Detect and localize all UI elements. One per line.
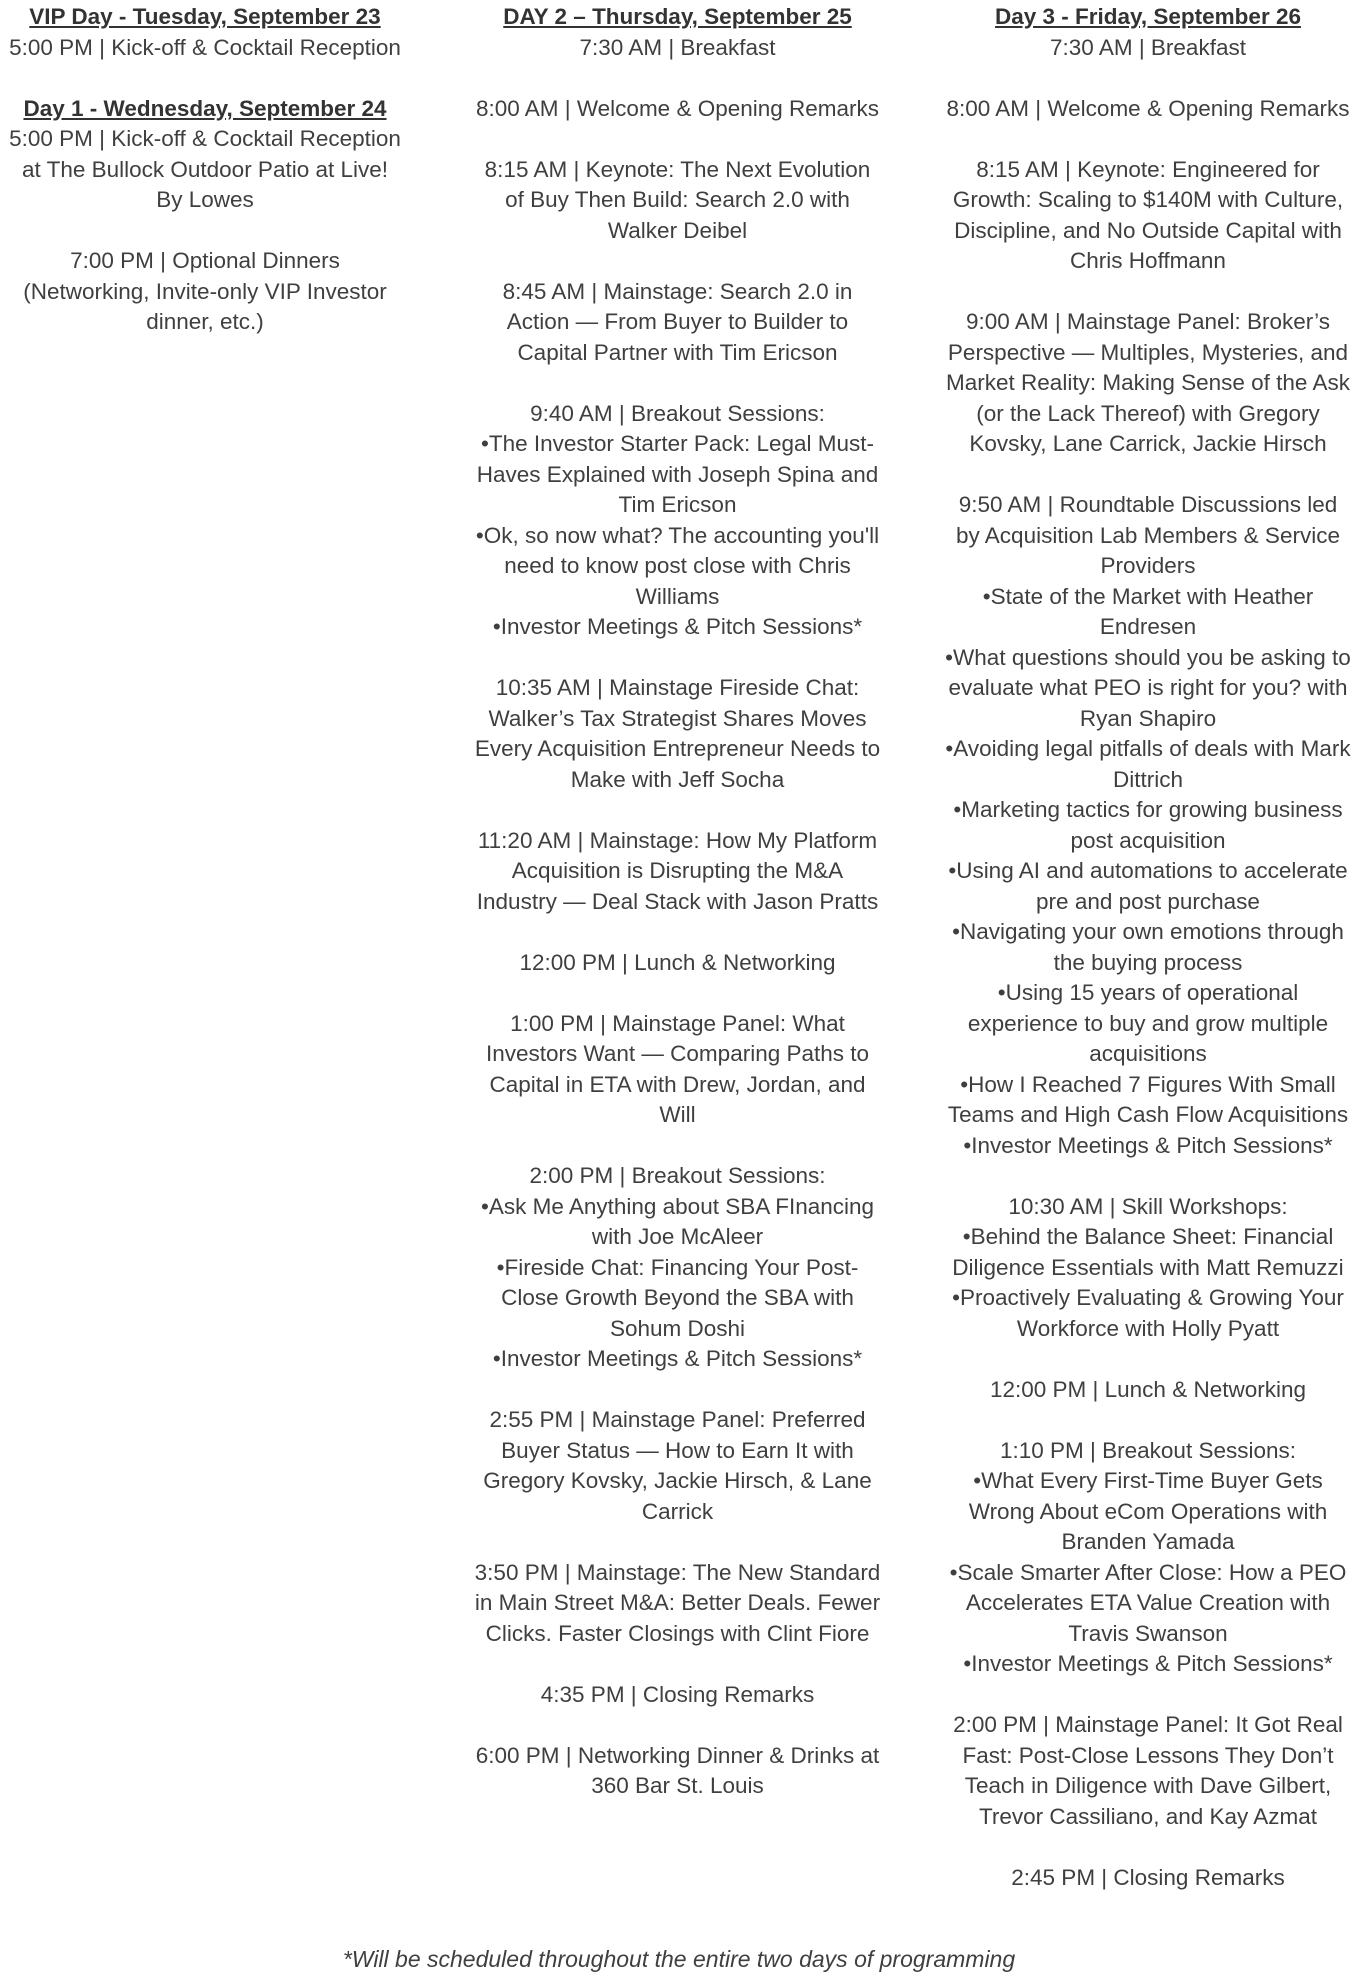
event-title: 3:50 PM | Mainstage: The New Standard in Main Street M&A: Better Deals. Fewer Clicks. Faster Closings with Clint Fiore <box>474 1559 881 1646</box>
session-item: •Investor Meetings & Pitch Sessions* <box>963 1132 1333 1158</box>
day-section <box>940 2 1356 1893</box>
day-title: Day 1 - Wednesday, September 24 <box>23 95 387 121</box>
event-title: 10:30 AM | Skill Workshops: <box>1008 1193 1288 1219</box>
session-item: •Navigating your own emotions through the buying process <box>952 919 1344 975</box>
agenda-event <box>940 1192 1356 1345</box>
day-title: VIP Day - Tuesday, September 23 <box>29 4 381 29</box>
session-item: •Ask Me Anything about SBA FInancing with Joe McAleer <box>480 1193 875 1249</box>
agenda-event <box>2 246 408 338</box>
agenda-column-1 <box>2 2 408 368</box>
session-item: •State of the Market with Heather Endresen <box>982 583 1314 639</box>
agenda-event <box>940 1710 1356 1832</box>
event-title: 7:00 PM | Optional Dinners (Networking, Invite-only VIP Investor dinner, etc.) <box>23 248 387 334</box>
event-title: 2:55 PM | Mainstage Panel: Preferred Buyer Status — How to Earn It with Gregory Kovsky, Jackie Hirsch, & Lane Carrick <box>483 1407 872 1524</box>
event-title: 7:30 AM | Breakfast <box>579 34 776 60</box>
agenda-event <box>940 490 1356 1161</box>
event-title: 9:40 AM | Breakout Sessions: <box>530 400 825 426</box>
session-item: •How I Reached 7 Figures With Small Teams and High Cash Flow Acquisitions <box>947 1071 1349 1127</box>
event-title: 5:00 PM | Kick-off & Cocktail Reception <box>9 34 401 60</box>
agenda-event <box>470 1680 885 1711</box>
event-title: 10:35 AM | Mainstage Fireside Chat: Walker’s Tax Strategist Shares Moves Every Acquisition Entrepreneur Needs to Make with Jeff Socha <box>474 675 881 792</box>
session-item: •The Investor Starter Pack: Legal Must-Haves Explained with Joseph Spina and Tim Ericson <box>476 431 879 517</box>
session-item: •Proactively Evaluating & Growing Your Workforce with Holly Pyatt <box>952 1285 1344 1341</box>
agenda-event <box>470 948 885 979</box>
agenda-event <box>470 1009 885 1131</box>
agenda-event <box>470 1741 885 1802</box>
agenda-event <box>940 307 1356 460</box>
session-item: •Avoiding legal pitfalls of deals with Mark Dittrich <box>945 736 1351 792</box>
event-title: 8:45 AM | Mainstage: Search 2.0 in Action — From Buyer to Builder to Capital Partner with Tim Ericson <box>502 278 853 365</box>
event-title: 4:35 PM | Closing Remarks <box>540 1681 815 1707</box>
agenda-event <box>470 673 885 795</box>
event-title: 8:15 AM | Keynote: The Next Evolution of Buy Then Build: Search 2.0 with Walker Deibel <box>484 156 871 243</box>
session-item: •Ok, so now what? The accounting you'll need to know post close with Chris Williams <box>475 522 880 609</box>
agenda-event <box>940 155 1356 277</box>
agenda-event <box>2 124 408 216</box>
agenda-event <box>470 826 885 918</box>
event-title: 2:00 PM | Mainstage Panel: It Got Real Fast: Post-Close Lessons They Don’t Teach in Diligence with Dave Gilbert, Trevor Cassiliano, and Kay Azmat <box>953 1712 1343 1829</box>
agenda-column-2 <box>470 2 885 1832</box>
session-item: •Scale Smarter After Close: How a PEO Accelerates ETA Value Creation with Travis Swanson <box>949 1559 1347 1646</box>
session-item: •Marketing tactics for growing business post acquisition <box>953 797 1343 853</box>
agenda-event <box>470 1161 885 1375</box>
event-title: 6:00 PM | Networking Dinner & Drinks at 360 Bar St. Louis <box>475 1742 880 1798</box>
agenda-event <box>470 277 885 369</box>
day-section <box>470 2 885 1802</box>
agenda-event <box>940 1375 1356 1406</box>
session-item: •What questions should you be asking to evaluate what PEO is right for you? with Ryan Shapiro <box>945 644 1351 731</box>
session-item: •Fireside Chat: Financing Your Post-Close Growth Beyond the SBA with Sohum Doshi <box>496 1254 859 1341</box>
session-item: •Investor Meetings & Pitch Sessions* <box>963 1651 1333 1676</box>
event-title: 12:00 PM | Lunch & Networking <box>519 949 836 975</box>
day-title: Day 3 - Friday, September 26 <box>995 4 1301 29</box>
agenda-event <box>940 94 1356 125</box>
session-item: •Using AI and automations to accelerate pre and post purchase <box>948 858 1348 914</box>
event-title: 1:10 PM | Breakout Sessions: <box>1000 1437 1296 1463</box>
agenda-event <box>470 94 885 125</box>
event-title: 9:00 AM | Mainstage Panel: Broker’s Perspective — Multiples, Mysteries, and Market Reality: Making Sense of the Ask (or the Lack Thereof) with Gregory Kovsky, Lane Carrick, Jackie Hirsch <box>946 309 1350 456</box>
agenda-event <box>470 1558 885 1650</box>
session-item: •Investor Meetings & Pitch Sessions* <box>492 614 863 639</box>
event-title: 8:15 AM | Keynote: Engineered for Growth: Scaling to $140M with Culture, Discipline, and No Outside Capital with Chris Hoffmann <box>952 156 1344 273</box>
event-title: 2:00 PM | Breakout Sessions: <box>529 1163 826 1188</box>
day-section <box>2 94 408 338</box>
day-title: DAY 2 – Thursday, September 25 <box>503 4 852 29</box>
event-title: 1:00 PM | Mainstage Panel: What Investors Want — Comparing Paths to Capital in ETA with Drew, Jordan, and Will <box>485 1010 870 1127</box>
agenda-event <box>940 1863 1356 1894</box>
agenda-event <box>470 1405 885 1527</box>
event-title: 12:00 PM | Lunch & Networking <box>989 1376 1306 1402</box>
agenda-event <box>470 33 885 64</box>
agenda-column-3 <box>940 2 1356 1924</box>
event-title: 9:50 AM | Roundtable Discussions led by Acquisition Lab Members & Service Providers <box>956 492 1340 578</box>
footnote: *Will be scheduled throughout the entire two days of programming <box>342 1946 1016 1972</box>
event-title: 8:00 AM | Welcome & Opening Remarks <box>946 95 1350 121</box>
agenda-event <box>470 155 885 247</box>
event-title: 11:20 AM | Mainstage: How My Platform Acquisition is Disrupting the M&A Industry — Deal Stack with Jason Pratts <box>476 827 879 914</box>
agenda-event <box>470 399 885 643</box>
event-title: 8:00 AM | Welcome & Opening Remarks <box>475 95 880 121</box>
event-title: 5:00 PM | Kick-off & Cocktail Reception at The Bullock Outdoor Patio at Live! By Lowes <box>9 126 401 212</box>
session-item: •Behind the Balance Sheet: Financial Diligence Essentials with Matt Remuzzi <box>952 1224 1344 1280</box>
session-item: •Using 15 years of operational experience to buy and grow multiple acquisitions <box>967 980 1329 1066</box>
day-section <box>2 2 408 63</box>
session-item: •Investor Meetings & Pitch Sessions* <box>492 1346 863 1371</box>
agenda-event <box>940 33 1356 64</box>
event-title: 7:30 AM | Breakfast <box>1050 34 1246 60</box>
session-item: •What Every First-Time Buyer Gets Wrong About eCom Operations with Branden Yamada <box>968 1468 1328 1554</box>
agenda-event <box>940 1436 1356 1680</box>
agenda-event <box>2 33 408 64</box>
event-title: 2:45 PM | Closing Remarks <box>1011 1864 1285 1890</box>
